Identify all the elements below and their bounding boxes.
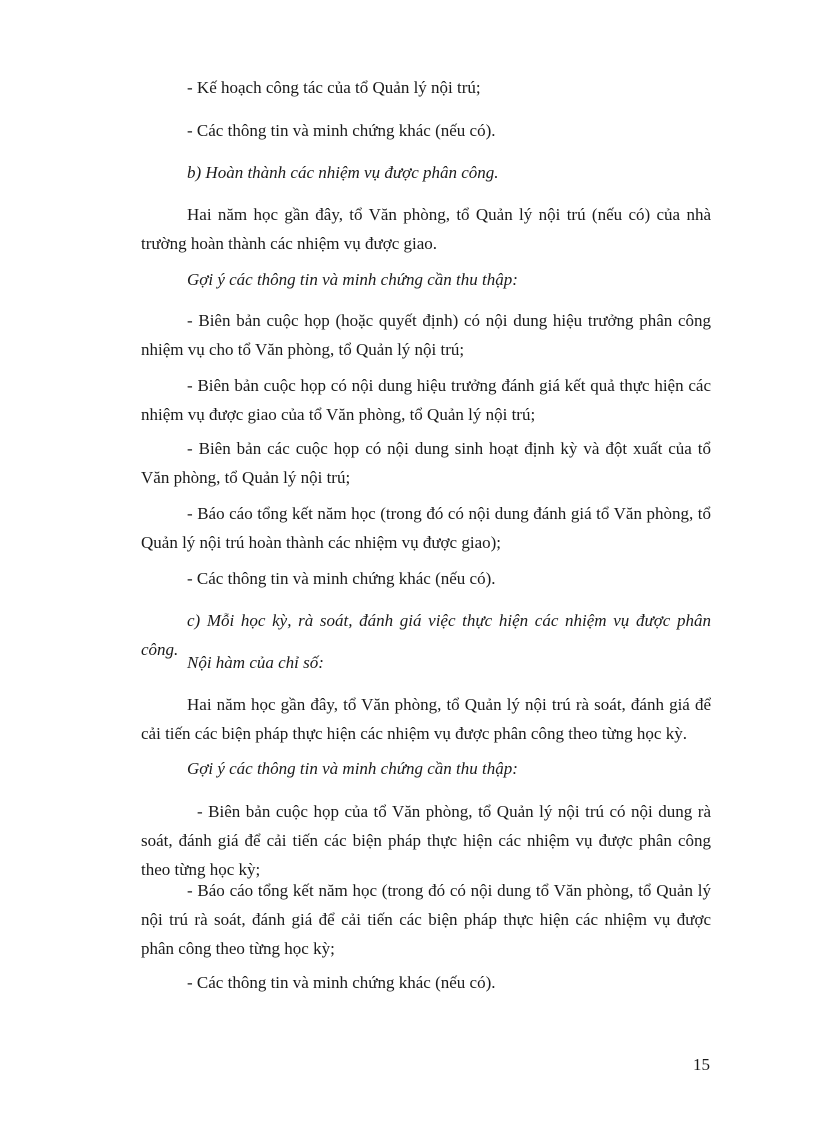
criterion-heading: c) Mỗi học kỳ, rà soát, đánh giá việc thực hiện các nhiệm vụ được phân công. [141,611,711,659]
list-item: - Biên bản cuộc họp có nội dung hiệu trưởng đánh giá kết quả thực hiện các nhiệm vụ được giao của tổ Văn phòng, tổ Quản lý nội trú; [141,376,711,424]
body-paragraph: Hai năm học gần đây, tổ Văn phòng, tổ Quản lý nội trú (nếu có) của nhà trường hoàn thành các nhiệm vụ được giao. [141,205,711,253]
list-item: - Các thông tin và minh chứng khác (nếu có). [187,569,496,588]
list-item: - Báo cáo tổng kết năm học (trong đó có nội dung tổ Văn phòng, tổ Quản lý nội trú rà soát, đánh giá để cải tiến các biện pháp thực hiện các nhiệm vụ được phân công theo từng học kỳ; [141,881,711,958]
evidence-heading: Gợi ý các thông tin và minh chứng cần thu thập: [187,270,518,289]
list-item: - Biên bản các cuộc họp có nội dung sinh hoạt định kỳ và đột xuất của tổ Văn phòng, tổ Quản lý nội trú; [141,439,711,487]
definition-heading: Nội hàm của chỉ số: [187,653,324,672]
body-paragraph: Hai năm học gần đây, tổ Văn phòng, tổ Quản lý nội trú rà soát, đánh giá để cải tiến các biện pháp thực hiện các nhiệm vụ được phân công theo từng học kỳ. [141,695,711,743]
list-item: - Các thông tin và minh chứng khác (nếu có). [187,973,496,992]
list-item: - Biên bản cuộc họp của tổ Văn phòng, tổ Quản lý nội trú có nội dung rà soát, đánh giá để cải tiến các biện pháp thực hiện các nhiệm vụ được phân công theo từng học kỳ; [141,802,711,879]
list-item: - Các thông tin và minh chứng khác (nếu có). [187,121,496,140]
list-item: - Báo cáo tổng kết năm học (trong đó có nội dung đánh giá tổ Văn phòng, tổ Quản lý nội trú hoàn thành các nhiệm vụ được giao); [141,504,711,552]
page-number: 15 [693,1055,710,1074]
list-item: - Kế hoạch công tác của tổ Quản lý nội trú; [187,78,481,97]
evidence-heading: Gợi ý các thông tin và minh chứng cần thu thập: [187,759,518,778]
criterion-heading: b) Hoàn thành các nhiệm vụ được phân công. [187,163,499,182]
list-item: - Biên bản cuộc họp (hoặc quyết định) có nội dung hiệu trưởng phân công nhiệm vụ cho tổ Văn phòng, tổ Quản lý nội trú; [141,311,711,359]
